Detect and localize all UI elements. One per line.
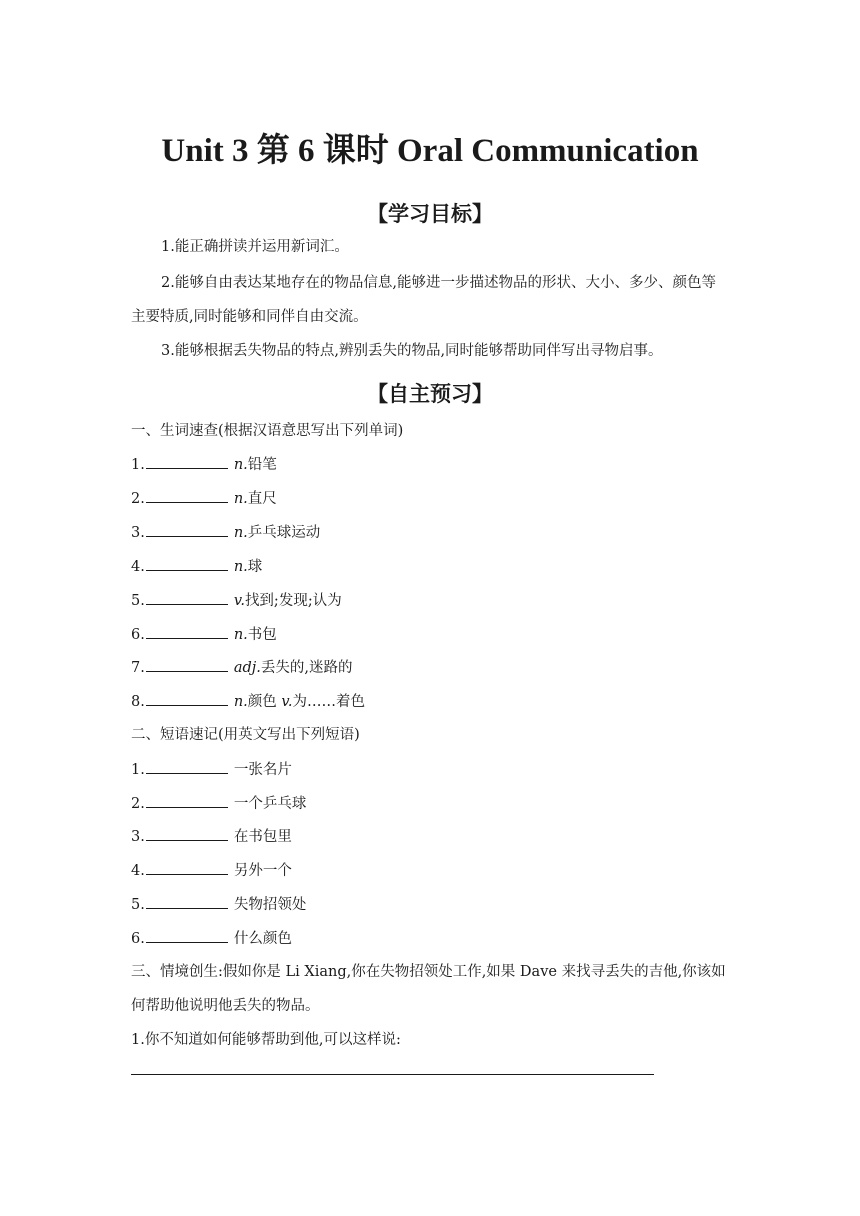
- vocab-item: [131, 488, 277, 509]
- part-of-speech: n.: [233, 627, 248, 643]
- answer-blank[interactable]: [146, 928, 228, 943]
- phrase-item: [131, 826, 292, 847]
- item-number: 7.: [131, 660, 145, 676]
- answer-line[interactable]: [131, 1074, 654, 1075]
- objective-item: 1.能正确拼读并运用新词汇。: [161, 239, 349, 255]
- item-meaning: 直尺: [247, 491, 277, 507]
- part-of-speech: adj.: [233, 660, 261, 676]
- item-number: 4.: [131, 863, 145, 879]
- part-of-speech: n.: [233, 525, 248, 541]
- item-number: 8.: [131, 694, 145, 710]
- item-number: 3.: [131, 829, 145, 845]
- item-meaning: 在书包里: [233, 829, 292, 845]
- answer-blank[interactable]: [146, 454, 228, 469]
- objective-item: 3.能够根据丢失物品的特点,辨别丢失的物品,同时能够帮助同伴写出寻物启事。: [161, 343, 663, 359]
- part-of-speech: n.: [233, 694, 248, 710]
- item-meaning: 铅笔: [247, 457, 277, 473]
- vocab-item: [131, 556, 262, 577]
- item-number: 1.: [131, 762, 145, 778]
- vocab-item: [131, 590, 342, 611]
- phrase-item: [131, 759, 292, 780]
- phrase-item: [131, 894, 306, 915]
- item-number: 4.: [131, 559, 145, 575]
- part1-label: 一、生词速查(根据汉语意思写出下列单词): [131, 423, 404, 439]
- item-meaning: 乒乓球运动: [247, 525, 321, 541]
- part2-label: 二、短语速记(用英文写出下列短语): [131, 727, 360, 743]
- item-meaning: 丢失的,迷路的: [260, 660, 353, 676]
- item-meaning: 一张名片: [233, 762, 292, 778]
- item-number: 2.: [131, 796, 145, 812]
- preview-heading: 【自主预习】: [367, 382, 493, 406]
- item-meaning: 球: [247, 559, 263, 575]
- item-number: 6.: [131, 931, 145, 947]
- part-of-speech: v.: [233, 593, 245, 609]
- part-of-speech: n.: [233, 559, 248, 575]
- answer-blank[interactable]: [146, 624, 228, 639]
- part3-label-continued: 何帮助他说明他丢失的物品。: [131, 998, 320, 1014]
- item-meaning: 失物招领处: [233, 897, 307, 913]
- answer-blank[interactable]: [146, 556, 228, 571]
- phrase-item: [131, 793, 306, 814]
- part-of-speech: n.: [233, 457, 248, 473]
- part-of-speech: n.: [233, 491, 248, 507]
- vocab-item: [131, 657, 353, 678]
- answer-blank[interactable]: [146, 522, 228, 537]
- answer-blank[interactable]: [146, 691, 228, 706]
- vocab-item: [131, 522, 320, 543]
- answer-blank[interactable]: [146, 793, 228, 808]
- answer-blank[interactable]: [146, 894, 228, 909]
- item-meaning: 另外一个: [233, 863, 292, 879]
- objective-item: 2.能够自由表达某地存在的物品信息,能够进一步描述物品的形状、大小、多少、颜色等: [161, 275, 716, 291]
- objectives-heading: 【学习目标】: [367, 202, 493, 226]
- vocab-item: [131, 624, 277, 645]
- answer-blank[interactable]: [146, 488, 228, 503]
- answer-blank[interactable]: [146, 759, 228, 774]
- item-number: 5.: [131, 897, 145, 913]
- objective-item-continued: 主要特质,同时能够和同伴自由交流。: [131, 309, 368, 325]
- item-meaning-2: 为……着色: [292, 694, 365, 710]
- item-meaning: 书包: [247, 627, 277, 643]
- item-number: 6.: [131, 627, 145, 643]
- item-number: 5.: [131, 593, 145, 609]
- item-meaning: 找到;发现;认为: [244, 593, 342, 609]
- answer-blank[interactable]: [146, 826, 228, 841]
- answer-blank[interactable]: [146, 657, 228, 672]
- page-title: Unit 3 第 6 课时 Oral Communication: [161, 133, 699, 169]
- answer-blank[interactable]: [146, 590, 228, 605]
- part-of-speech-2: v.: [281, 694, 293, 710]
- item-number: 3.: [131, 525, 145, 541]
- item-number: 2.: [131, 491, 145, 507]
- item-meaning: 什么颜色: [233, 931, 292, 947]
- phrase-item: [131, 860, 292, 881]
- phrase-item: [131, 928, 292, 949]
- part3-label: 三、情境创生:假如你是 Li Xiang,你在失物招领处工作,如果 Dave 来找寻丢失的吉他,你该如: [131, 964, 726, 980]
- vocab-item: [131, 454, 277, 475]
- part3-question: 1.你不知道如何能够帮助到他,可以这样说:: [131, 1032, 401, 1048]
- answer-blank[interactable]: [146, 860, 228, 875]
- vocab-item: [131, 691, 365, 712]
- item-meaning: 一个乒乓球: [233, 796, 307, 812]
- item-meaning: 颜色: [247, 694, 282, 710]
- item-number: 1.: [131, 457, 145, 473]
